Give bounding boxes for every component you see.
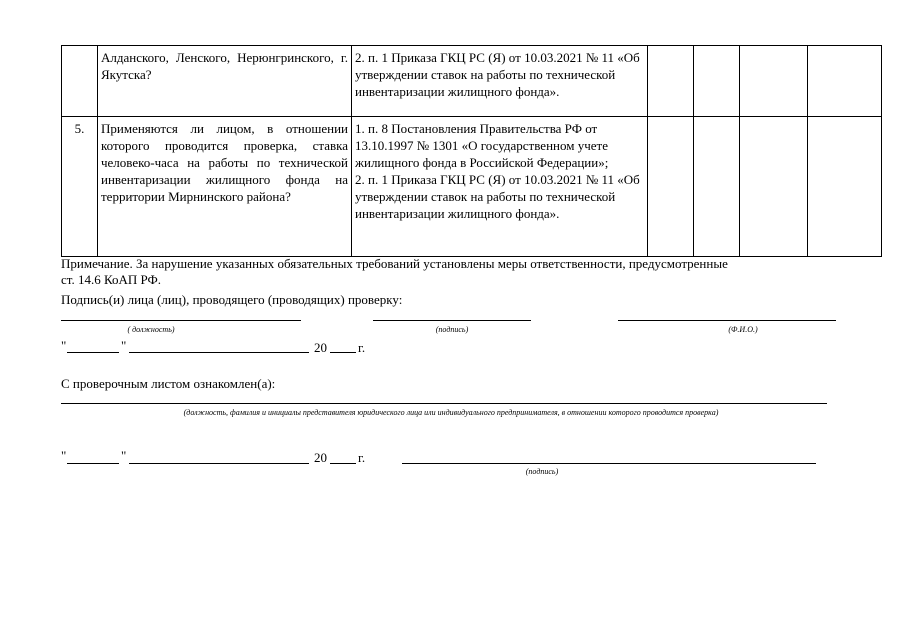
date-quote-open: " <box>61 338 67 353</box>
row-number: 5. <box>62 117 98 257</box>
row-references: 2. п. 1 Приказа ГКЦ РС (Я) от 10.03.2021 № 11 «Об утверждении ставок на работы по технической инвентаризации жилищного фонда». <box>352 46 648 117</box>
answer-cell-yes <box>648 117 694 257</box>
signature-caption: (подпись) <box>435 325 469 334</box>
fio-line[interactable] <box>618 320 836 321</box>
signature-intro: Подпись(и) лица (лиц), проводящего (проводящих) проверку: <box>61 292 403 307</box>
note-text-line2: ст. 14.6 КоАП РФ. <box>61 272 162 287</box>
answer-cell-yes <box>648 46 694 117</box>
date-quote-close: " <box>121 338 127 353</box>
acquainted-label: С проверочным листом ознакомлен(а): <box>61 376 276 391</box>
position-caption: ( должность) <box>127 325 175 334</box>
date2-day-field[interactable] <box>67 463 119 464</box>
answer-cell-no <box>694 46 740 117</box>
date-day-field[interactable] <box>67 352 119 353</box>
date-year-prefix: 20 <box>314 340 327 355</box>
date2-quote-close: " <box>121 448 127 463</box>
answer-cell-note <box>808 46 882 117</box>
date-year-suffix: г. <box>358 340 366 355</box>
answer-cell-note <box>808 117 882 257</box>
representative-caption: (должность, фамилия и инициалы представителя юридического лица или индивидуального предпринимателя, в отношении которого проводится проверка) <box>183 408 719 417</box>
date2-quote-open: " <box>61 448 67 463</box>
signature2-caption: (подпись) <box>525 467 559 476</box>
note-text-line1: Примечание. За нарушение указанных обязательных требований установлены меры ответственности, предусмотренные <box>61 256 728 271</box>
position-line[interactable] <box>61 320 301 321</box>
date2-month-field[interactable] <box>129 463 309 464</box>
date-year-field[interactable] <box>330 352 356 353</box>
row-question: Алданского, Ленского, Нерюнгринского, г. Якутска? <box>98 46 352 117</box>
answer-cell-na <box>740 117 808 257</box>
date2-year-suffix: г. <box>358 450 366 465</box>
table-row <box>62 117 882 257</box>
row-number <box>62 46 98 117</box>
answer-cell-no <box>694 117 740 257</box>
answer-cell-na <box>740 46 808 117</box>
signature2-line[interactable] <box>402 463 816 464</box>
representative-line[interactable] <box>61 403 827 404</box>
table-row <box>62 46 882 117</box>
row-references: 1. п. 8 Постановления Правительства РФ от 13.10.1997 № 1301 «О государственном учете жилищного фонда в Российской Федерации»; 2. п. 1 Приказа ГКЦ РС (Я) от 10.03.2021 № 11 «Об утверждении ставок на работы по технической инвентаризации жилищного фонда». <box>352 117 648 257</box>
date2-year-prefix: 20 <box>314 450 327 465</box>
fio-caption: (Ф.И.О.) <box>728 325 758 334</box>
date-month-field[interactable] <box>129 352 309 353</box>
signature-line[interactable] <box>373 320 531 321</box>
date2-year-field[interactable] <box>330 463 356 464</box>
row-question: Применяются ли лицом, в отношении которого проводится проверка, ставка человеко-часа на работы по технической инвентаризации жилищного фонда на территории Мирнинского района? <box>98 117 352 257</box>
checklist-table <box>61 45 882 257</box>
